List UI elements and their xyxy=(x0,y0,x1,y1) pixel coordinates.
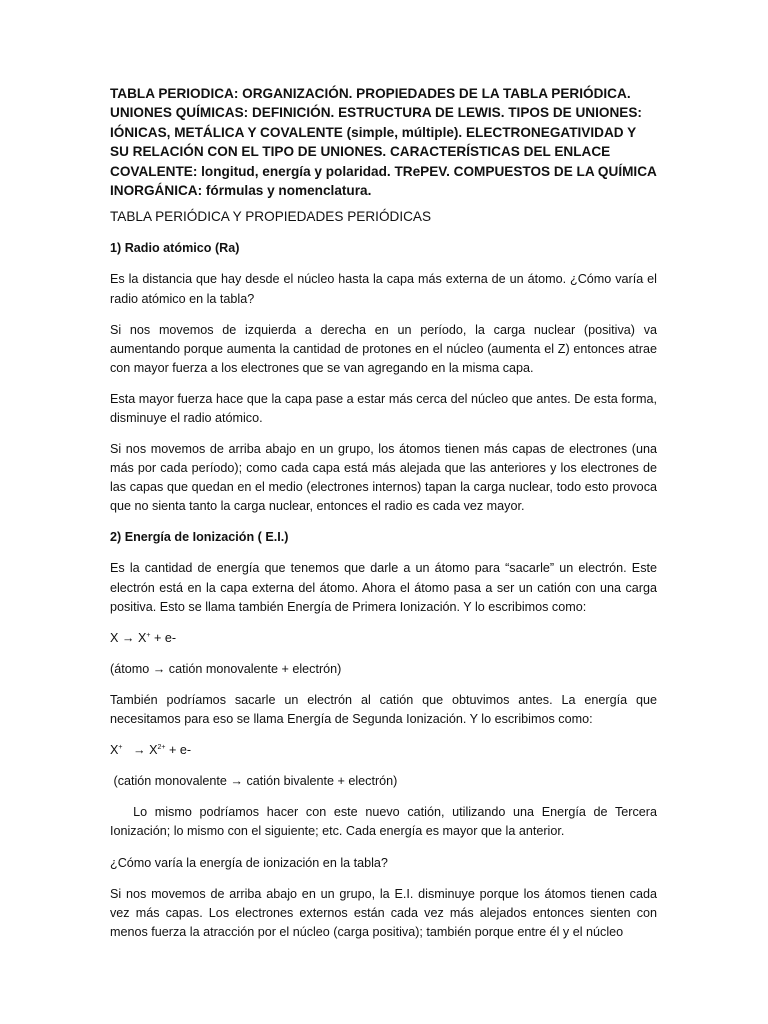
second-ionization-formula xyxy=(110,741,657,760)
radio-paragraph-2: Si nos movemos de izquierda a derecha en un período, la carga nuclear (positiva) va aumentando porque aumenta la cantidad de protones en el núcleo (aumenta el Z) entonces atrae con mayor fuerza a los electrones que se van agregando en la misma capa. xyxy=(110,322,657,375)
formula-1-part-a: X → X xyxy=(110,630,147,645)
radio-paragraph-3: Esta mayor fuerza hace que la capa pase a estar más cerca del núcleo que antes. De esta forma, disminuye el radio atómico. xyxy=(110,391,657,425)
ionizacion-question: ¿Cómo varía la energía de ionización en la tabla? xyxy=(110,855,388,870)
section-title: TABLA PERIÓDICA Y PROPIEDADES PERIÓDICAS xyxy=(110,209,432,225)
energia-ionizacion-heading: 2) Energía de Ionización ( E.I.) xyxy=(110,530,289,545)
formula-1-part-b: + e- xyxy=(150,630,177,645)
ionizacion-paragraph-2: También podríamos sacarle un electrón al catión que obtuvimos antes. La energía que necesitamos para eso se llama Energía de Segunda Ionización. Y lo escribimos como: xyxy=(110,692,657,727)
radio-paragraph-1: Es la distancia que hay desde el núcleo hasta la capa más externa de un átomo. ¿Cómo varía el radio atómico en la tabla? xyxy=(110,272,657,306)
formula-2-part-b: → X xyxy=(122,743,158,758)
ionizacion-paragraph-1: Es la cantidad de energía que tenemos que darle a un átomo para “sacarle” un electrón. Este electrón está en la capa externa del átomo. Ahora el átomo pasa a ser un catión con una carga positiva. Esto se llama también Energía de Primera Ionización. Y lo escribimos como: xyxy=(110,561,657,614)
formula-2-part-c: + e- xyxy=(165,743,192,758)
ionizacion-paragraph-4: Si nos movemos de arriba abajo en un grupo, la E.I. disminuye porque los átomos tienen cada vez más capas. Los electrones externos están cada vez más alejados entonces sienten con menos fuerza la atracción por el núcleo (carga positiva); también porque entre él y el núcleo xyxy=(110,886,657,939)
formula-2-superscript-b: 2+ xyxy=(157,743,166,751)
formula-1-superscript: + xyxy=(146,631,151,639)
radio-atomico-heading: 1) Radio atómico (Ra) xyxy=(110,241,240,256)
first-ionization-formula xyxy=(110,629,657,648)
first-ionization-note: (átomo → catión monovalente + electrón) xyxy=(110,661,342,676)
ionizacion-paragraph-3: Lo mismo podríamos hacer con este nuevo catión, utilizando una Energía de Tercera Ionización; lo mismo con el siguiente; etc. Cada energía es mayor que la anterior. xyxy=(110,805,661,839)
radio-paragraph-4: Si nos movemos de arriba abajo en un grupo, los átomos tienen más capas de electrones (una más por cada período); como cada capa está más alejada que las anteriores y los electrones de las capas que quedan en el medio (electrones internos) tapan la carga nuclear, todo esto provoca que no sienta tanto la carga nuclear, entonces el radio es cada vez mayor. xyxy=(110,442,657,514)
document-page xyxy=(110,84,661,954)
document-title: TABLA PERIODICA: ORGANIZACIÓN. PROPIEDADES DE LA TABLA PERIÓDICA. UNIONES QUÍMICAS: DEFINICIÓN. ESTRUCTURA DE LEWIS. TIPOS DE UNIONES: IÓNICAS, METÁLICA Y COVALENTE (simple, múltiple). ELECTRONEGATIVIDAD Y SU RELACIÓN CON EL TIPO DE UNIONES. CARACTERÍSTICAS DEL ENLACE COVALENTE: longitud, energía y polaridad. TRePEV. COMPUESTOS DE LA QUÍMICA INORGÁNICA: fórmulas y nomenclatura. xyxy=(110,86,657,199)
formula-2-part-a: X xyxy=(110,743,119,758)
formula-2-superscript-a: + xyxy=(118,743,123,751)
second-ionization-note: (catión monovalente → catión bivalente + electrón) xyxy=(110,774,398,789)
